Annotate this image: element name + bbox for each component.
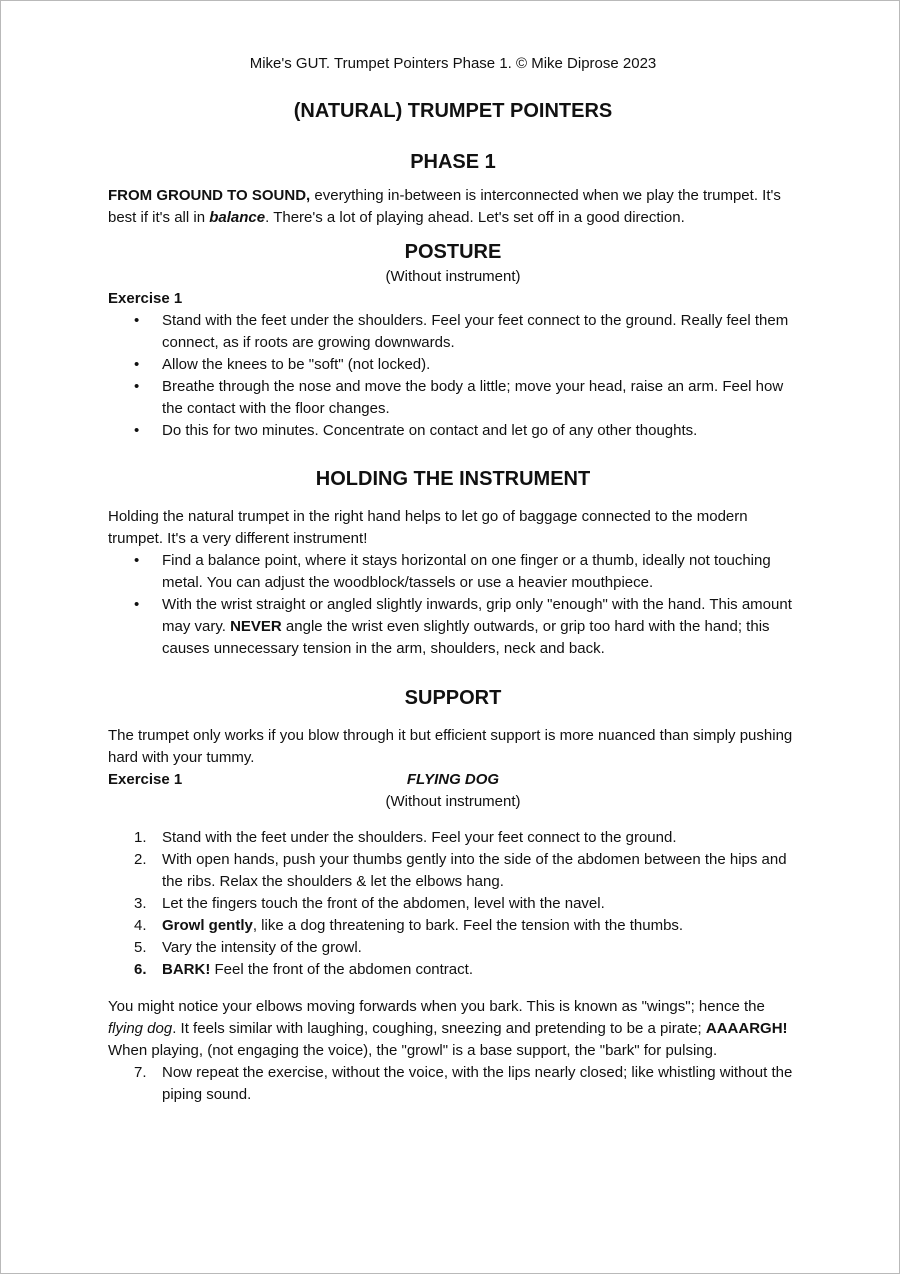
playing-paragraph: When playing, (not engaging the voice), the "growl" is a base support, the "bark" for pulsing. [108, 1042, 718, 1059]
support-exercise-label: Exercise 1 [108, 771, 183, 788]
step-number: 4. [134, 917, 147, 934]
step-number: 5. [134, 939, 147, 956]
step-text: Feel the front of the abdomen contract. [210, 961, 473, 978]
holding-intro: Holding the natural trumpet in the right hand helps to let go of baggage connected to the modern trumpet. It's a very different instrument! [108, 508, 748, 547]
posture-exercise-label: Exercise 1 [108, 290, 183, 307]
step-text: Vary the intensity of the growl. [162, 939, 362, 956]
step-number: 2. [134, 851, 147, 868]
step-text: Now repeat the exercise, without the voice, with the lips nearly closed; like whistling without the piping sound. [162, 1064, 793, 1103]
list-item [134, 1062, 798, 1106]
holding-b2-text-2: angle the wrist even slightly outwards, or grip too hard with the hand; this causes unnecessary tension in the arm, shoulders, neck and back. [162, 618, 770, 657]
holding-b2-text-1: With the wrist straight or angled slightly inwards, grip only "enough" with the hand. This amount may vary. [162, 596, 792, 635]
list-item [162, 594, 798, 660]
document-title: (NATURAL) TRUMPET POINTERS [293, 100, 613, 122]
running-header: Mike's GUT. Trumpet Pointers Phase 1. © Mike Diprose 2023 [249, 55, 657, 72]
step-number: 6. [134, 961, 147, 978]
list-item: • Find a balance point, where it stays horizontal on one finger or a thumb, ideally not touching metal. You can adjust the woodblock/tassels or use a heavier mouthpiece. [162, 550, 798, 594]
intro-paragraph [108, 185, 798, 229]
support-exercise-title: FLYING DOG [406, 771, 500, 788]
list-item: • Stand with the feet under the shoulders. Feel your feet connect to the ground. Really feel them connect, as if roots are growing downwards. [162, 310, 798, 354]
phase-heading: PHASE 1 [410, 151, 496, 173]
after-text-1: You might notice your elbows moving forwards when you bark. This is known as "wings"; hence the [108, 998, 765, 1015]
intro-text-2: . There's a lot of playing ahead. Let's set off in a good direction. [265, 209, 685, 226]
list-item [134, 849, 798, 893]
after-emphasis: flying dog [108, 1020, 173, 1037]
list-item: • Breathe through the nose and move the body a little; move your head, raise an arm. Feel how the contact with the floor changes. [162, 376, 798, 420]
support-steps-list [108, 827, 798, 981]
step-number: 3. [134, 895, 147, 912]
holding-bullet-list [108, 550, 798, 660]
holding-heading: HOLDING THE INSTRUMENT [315, 468, 591, 490]
posture-subtitle: (Without instrument) [385, 268, 521, 285]
list-item [134, 827, 798, 849]
support-intro: The trumpet only works if you blow through it but efficient support is more nuanced than simply pushing hard with your tummy. [108, 727, 793, 766]
list-item: • Allow the knees to be "soft" (not locked). [162, 354, 798, 376]
holding-b2-never: NEVER [230, 618, 282, 635]
intro-emphasis: balance [209, 209, 266, 226]
page-content [108, 53, 798, 1106]
posture-heading: POSTURE [404, 241, 502, 263]
list-item: • Do this for two minutes. Concentrate on contact and let go of any other thoughts. [162, 420, 798, 442]
intro-text-1: everything in-between is interconnected when we play the trumpet. It's best if it's all in [108, 187, 781, 226]
support-exercise-row [108, 769, 798, 791]
support-step-7-list [108, 1062, 798, 1106]
after-text-2: . It feels similar with laughing, coughing, sneezing and pretending to be a pirate; [172, 1020, 706, 1037]
step-number: 7. [134, 1064, 147, 1081]
list-item [134, 937, 798, 959]
step-text: With open hands, push your thumbs gently into the side of the abdomen between the hips and the ribs. Relax the shoulders & let the elbows hang. [162, 851, 787, 890]
step-text: Let the fingers touch the front of the abdomen, level with the navel. [162, 895, 605, 912]
list-item [134, 915, 798, 937]
step-bold: BARK! [162, 961, 211, 978]
support-heading: SUPPORT [404, 687, 502, 709]
step-number: 1. [134, 829, 147, 846]
list-item [134, 959, 798, 981]
posture-bullet-list [108, 310, 798, 442]
after-bold: AAAARGH! [705, 1020, 788, 1037]
list-item [134, 893, 798, 915]
step-text: , like a dog threatening to bark. Feel the tension with the thumbs. [252, 917, 684, 934]
after-paragraph [108, 996, 798, 1040]
step-text: Stand with the feet under the shoulders. Feel your feet connect to the ground. [162, 829, 677, 846]
support-subtitle: (Without instrument) [385, 793, 521, 810]
step-bold: Growl gently [162, 917, 253, 934]
intro-lead: FROM GROUND TO SOUND, [108, 187, 311, 204]
